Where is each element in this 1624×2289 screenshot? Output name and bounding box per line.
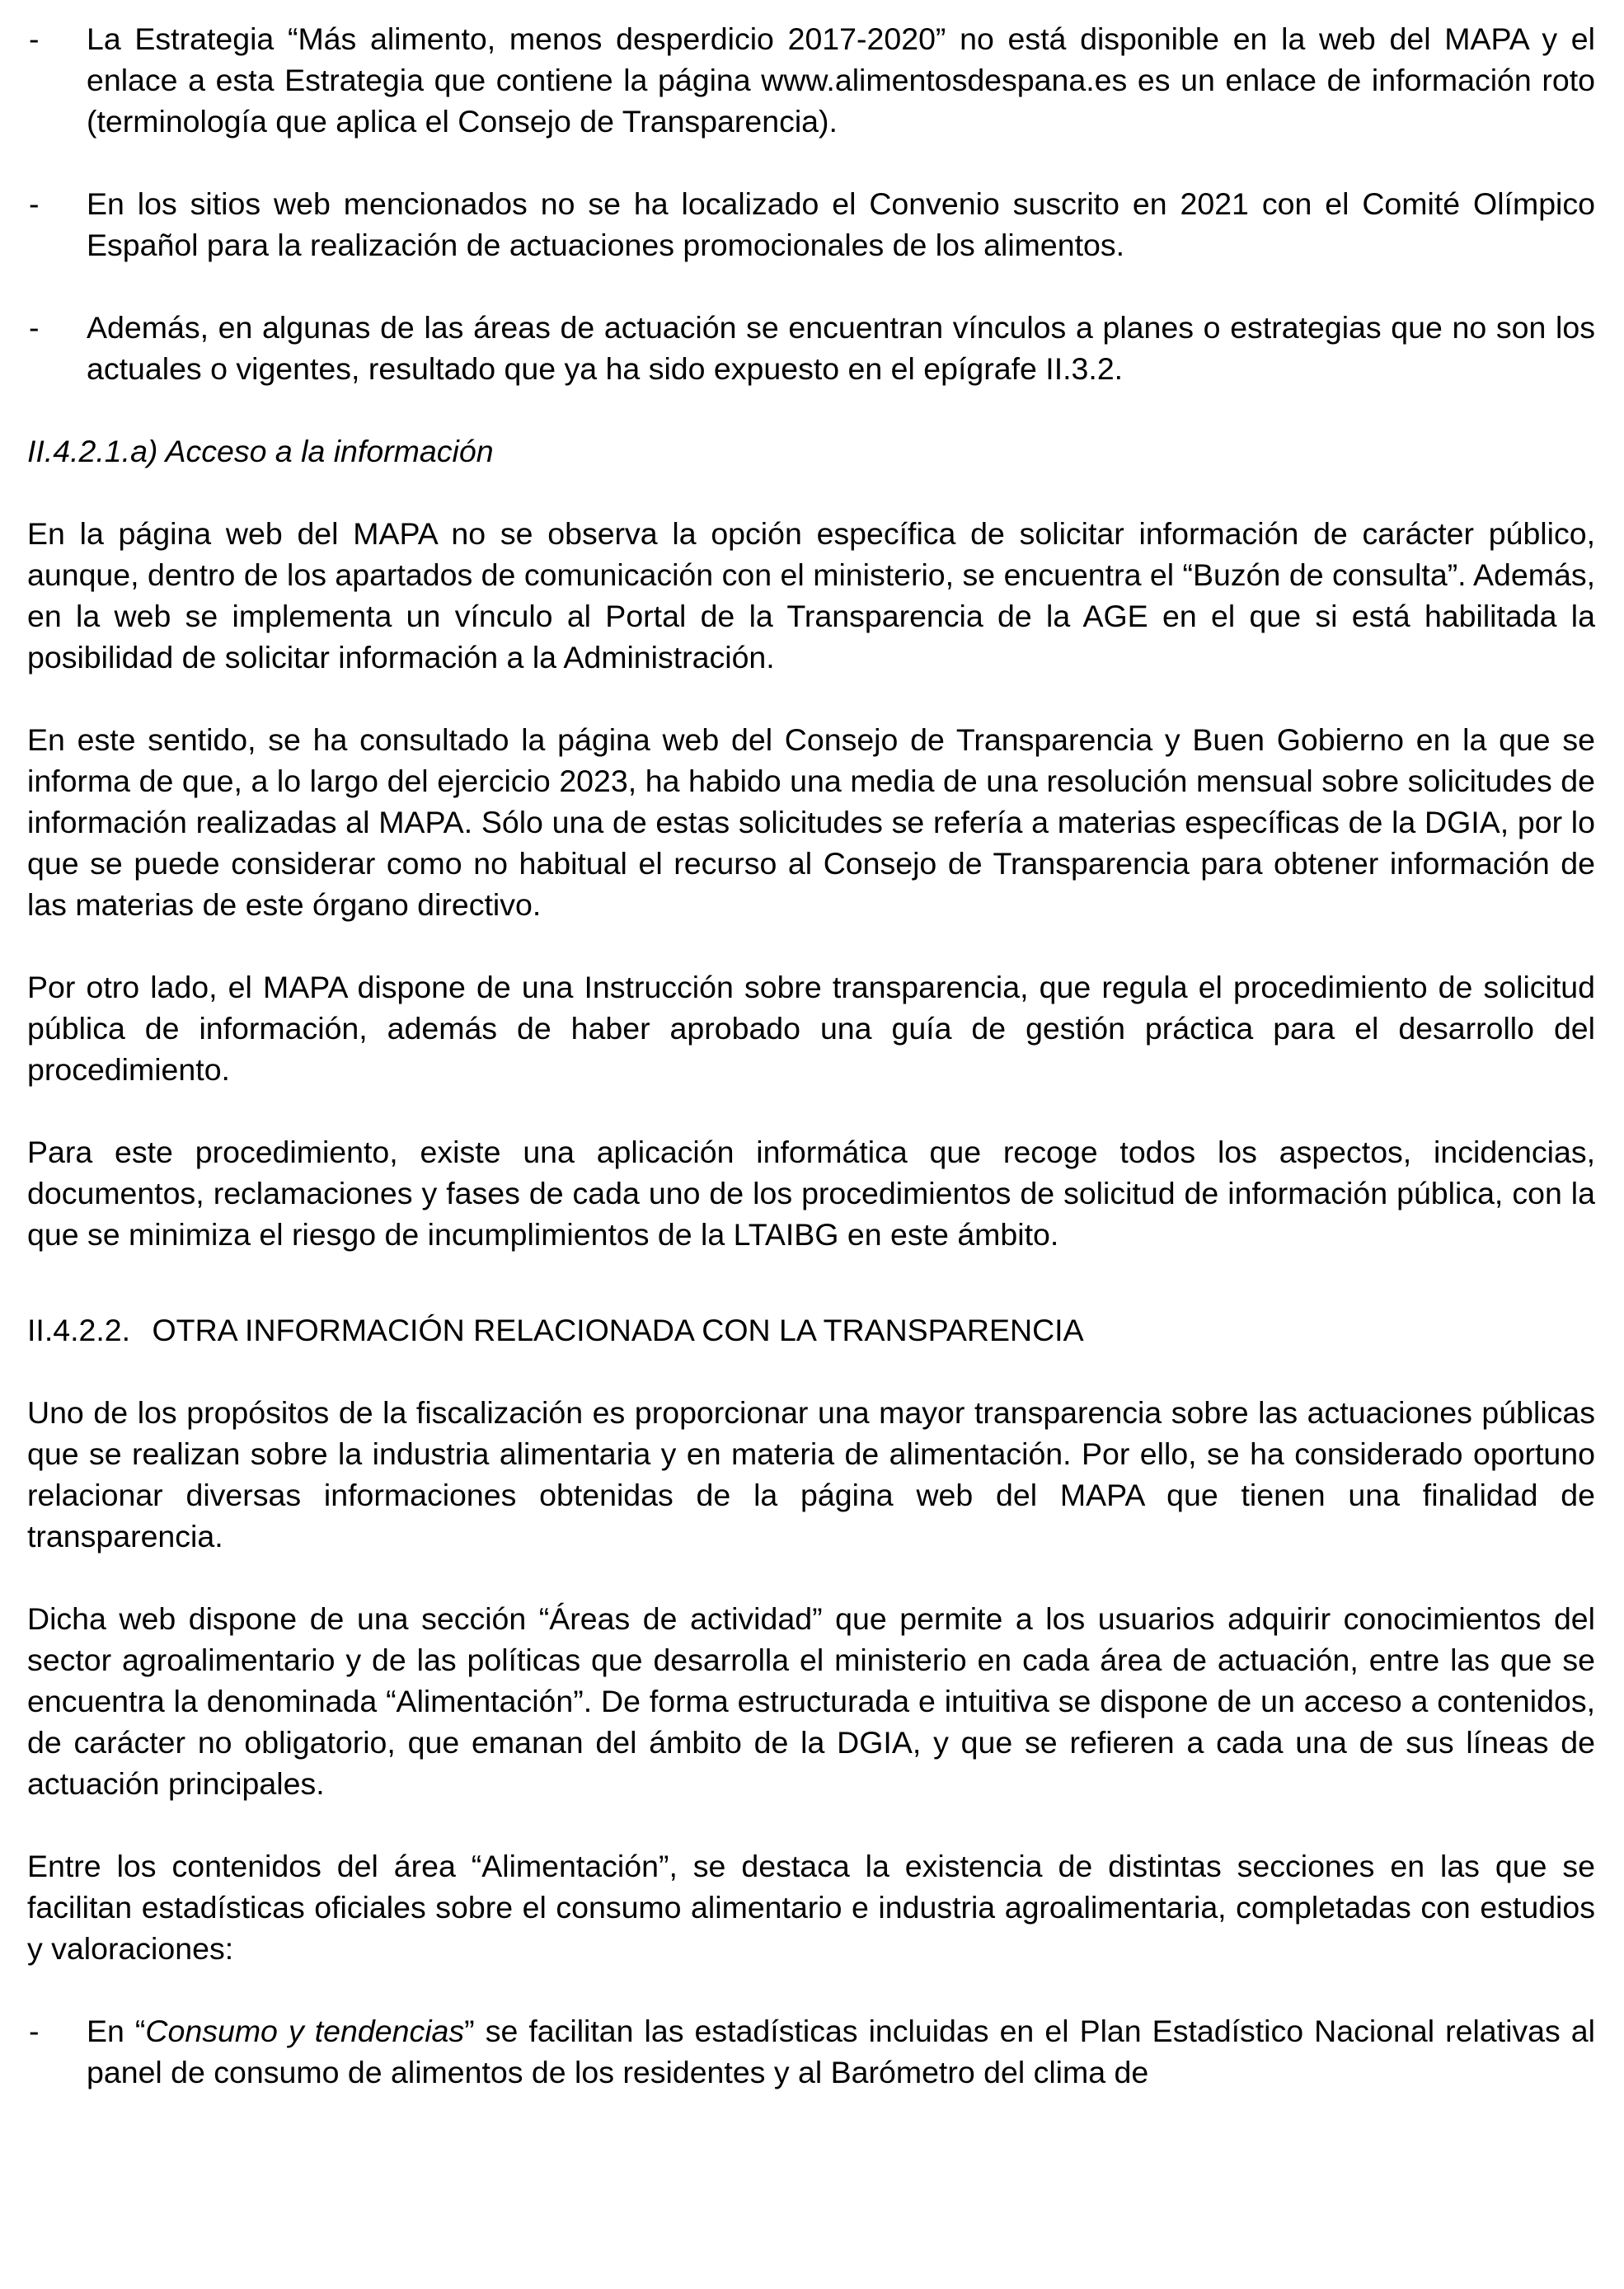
section-number: II.4.2.2. bbox=[27, 1313, 131, 1347]
document-page bbox=[27, 18, 1595, 2134]
paragraph: Dicha web dispone de una sección “Áreas de actividad” que permite a los usuarios adquirir conocimientos del sector agroalimentario y de las políticas que desarrolla el ministerio en cada área de actuación, entre las que se encuentra la denominada “Alimentación”. De forma estructurada e intuitiva se dispone de un acceso a contenidos, de carácter no obligatorio, que emanan del ámbito de la DGIA, y que se refieren a cada una de sus líneas de actuación principales. bbox=[27, 1601, 1595, 1801]
bullet-item-convenio bbox=[27, 183, 1595, 266]
section-title: OTRA INFORMACIÓN RELACIONADA CON LA TRANSPARENCIA bbox=[152, 1313, 1084, 1347]
section-heading-acceso-informacion: II.4.2.1.a) Acceso a la información bbox=[27, 434, 494, 468]
paragraph: Uno de los propósitos de la fiscalización es proporcionar una mayor transparencia sobre las actuaciones públicas que se realizan sobre la industria alimentaria y en materia de alimentación. Por ello, se ha considerado oportuno relacionar diversas informaciones obtenidas de la página web del MAPA que tienen una finalidad de transparencia. bbox=[27, 1395, 1595, 1553]
bullet-text-italic: Consumo y tendencias bbox=[145, 2014, 465, 2048]
bullet-dash: - bbox=[29, 2014, 40, 2048]
bullet-text-prefix: En “ bbox=[87, 2014, 146, 2048]
paragraph: Por otro lado, el MAPA dispone de una Instrucción sobre transparencia, que regula el procedimiento de solicitud pública de información, además de haber aprobado una guía de gestión práctica para el desarrollo del procedimiento. bbox=[27, 970, 1595, 1087]
bullet-dash: - bbox=[29, 21, 40, 56]
paragraph: En este sentido, se ha consultado la página web del Consejo de Transparencia y Buen Gobierno en la que se informa de que, a lo largo del ejercicio 2023, ha habido una media de una resolución mensual sobre solicitudes de información realizadas al MAPA. Sólo una de estas solicitudes se refería a materias específicas de la DGIA, por lo que se puede considerar como no habitual el recurso al Consejo de Transparencia para obtener información de las materias de este órgano directivo. bbox=[27, 722, 1595, 922]
bullet-text: En los sitios web mencionados no se ha localizado el Convenio suscrito en 2021 con el Comité Olímpico Español para la realización de actuaciones promocionales de los alimentos. bbox=[87, 186, 1595, 262]
bullet-item-estrategia bbox=[27, 18, 1595, 142]
bullet-item-vinculos bbox=[27, 307, 1595, 389]
bullet-item-consumo-tendencias bbox=[27, 2010, 1595, 2093]
bullet-dash: - bbox=[29, 186, 40, 221]
bullet-dash: - bbox=[29, 310, 40, 345]
bullet-text: La Estrategia “Más alimento, menos desperdicio 2017-2020” no está disponible en la web del MAPA y el enlace a esta Estrategia que contiene la página www.alimentosdespana.es es un enlace de información roto (terminología que aplica el Consejo de Transparencia). bbox=[87, 21, 1595, 139]
section-heading-otra-informacion bbox=[27, 1303, 1595, 1351]
paragraph: En la página web del MAPA no se observa la opción específica de solicitar información de carácter público, aunque, dentro de los apartados de comunicación con el ministerio, se encuentra el “Buzón de consulta”. Además, en la web se implementa un vínculo al Portal de la Transparencia de la AGE en el que si está habilitada la posibilidad de solicitar información a la Administración. bbox=[27, 516, 1595, 674]
paragraph: Entre los contenidos del área “Alimentación”, se destaca la existencia de distintas secciones en las que se facilitan estadísticas oficiales sobre el consumo alimentario e industria agroalimentaria, completadas con estudios y valoraciones: bbox=[27, 1849, 1595, 1966]
bullet-text: Además, en algunas de las áreas de actuación se encuentran vínculos a planes o estrategias que no son los actuales o vigentes, resultado que ya ha sido expuesto en el epígrafe II.3.2. bbox=[87, 310, 1595, 386]
bullet-text-suffix: ” se facilitan las estadísticas incluidas en el Plan Estadístico Nacional relativas al panel de consumo de alimentos de los residentes y al Barómetro del clima de bbox=[87, 2014, 1595, 2089]
paragraph: Para este procedimiento, existe una aplicación informática que recoge todos los aspectos, incidencias, documentos, reclamaciones y fases de cada uno de los procedimientos de solicitud de información pública, con la que se minimiza el riesgo de incumplimientos de la LTAIBG en este ámbito. bbox=[27, 1135, 1595, 1252]
